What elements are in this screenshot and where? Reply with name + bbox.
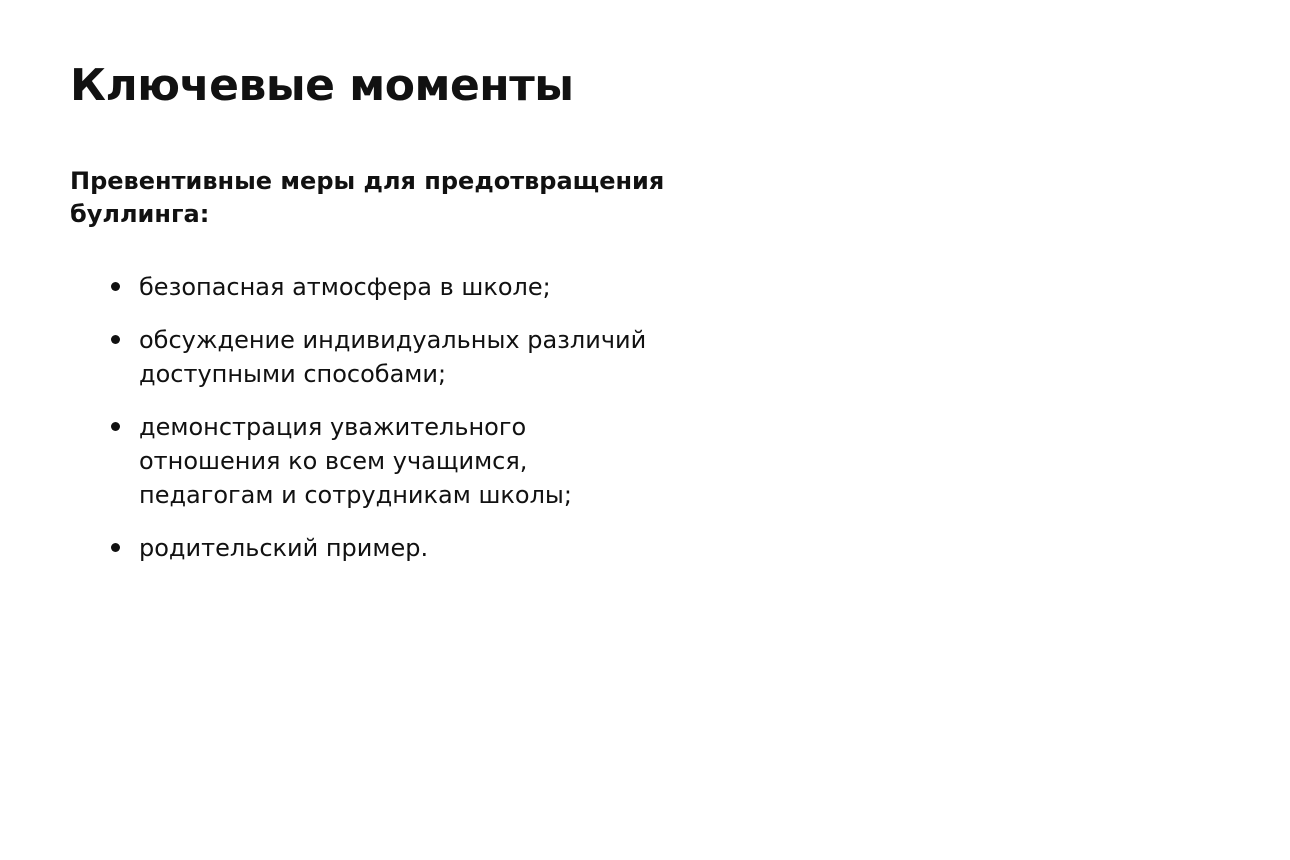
list-item (108, 410, 648, 512)
list-item-text: обсуждение индивидуальных различий доступными способами; (139, 326, 647, 388)
section-subtitle: Превентивные меры для предотвращения буллинга: (70, 167, 665, 228)
list-item-text: родительский пример. (139, 534, 429, 562)
list-item (108, 270, 648, 304)
list-item-text: безопасная атмосфера в школе; (139, 273, 551, 301)
page-title: Ключевые моменты (70, 60, 574, 111)
preventive-measures-list (108, 270, 648, 584)
bullet-icon (111, 282, 120, 291)
list-item (108, 323, 648, 391)
list-item (108, 531, 648, 565)
bullet-icon (111, 335, 120, 344)
bullet-icon (111, 543, 120, 552)
list-item-text: демонстрация уважительного отношения ко всем учащимся, педагогам и сотрудникам школы; (139, 413, 572, 509)
bullet-icon (111, 422, 120, 431)
